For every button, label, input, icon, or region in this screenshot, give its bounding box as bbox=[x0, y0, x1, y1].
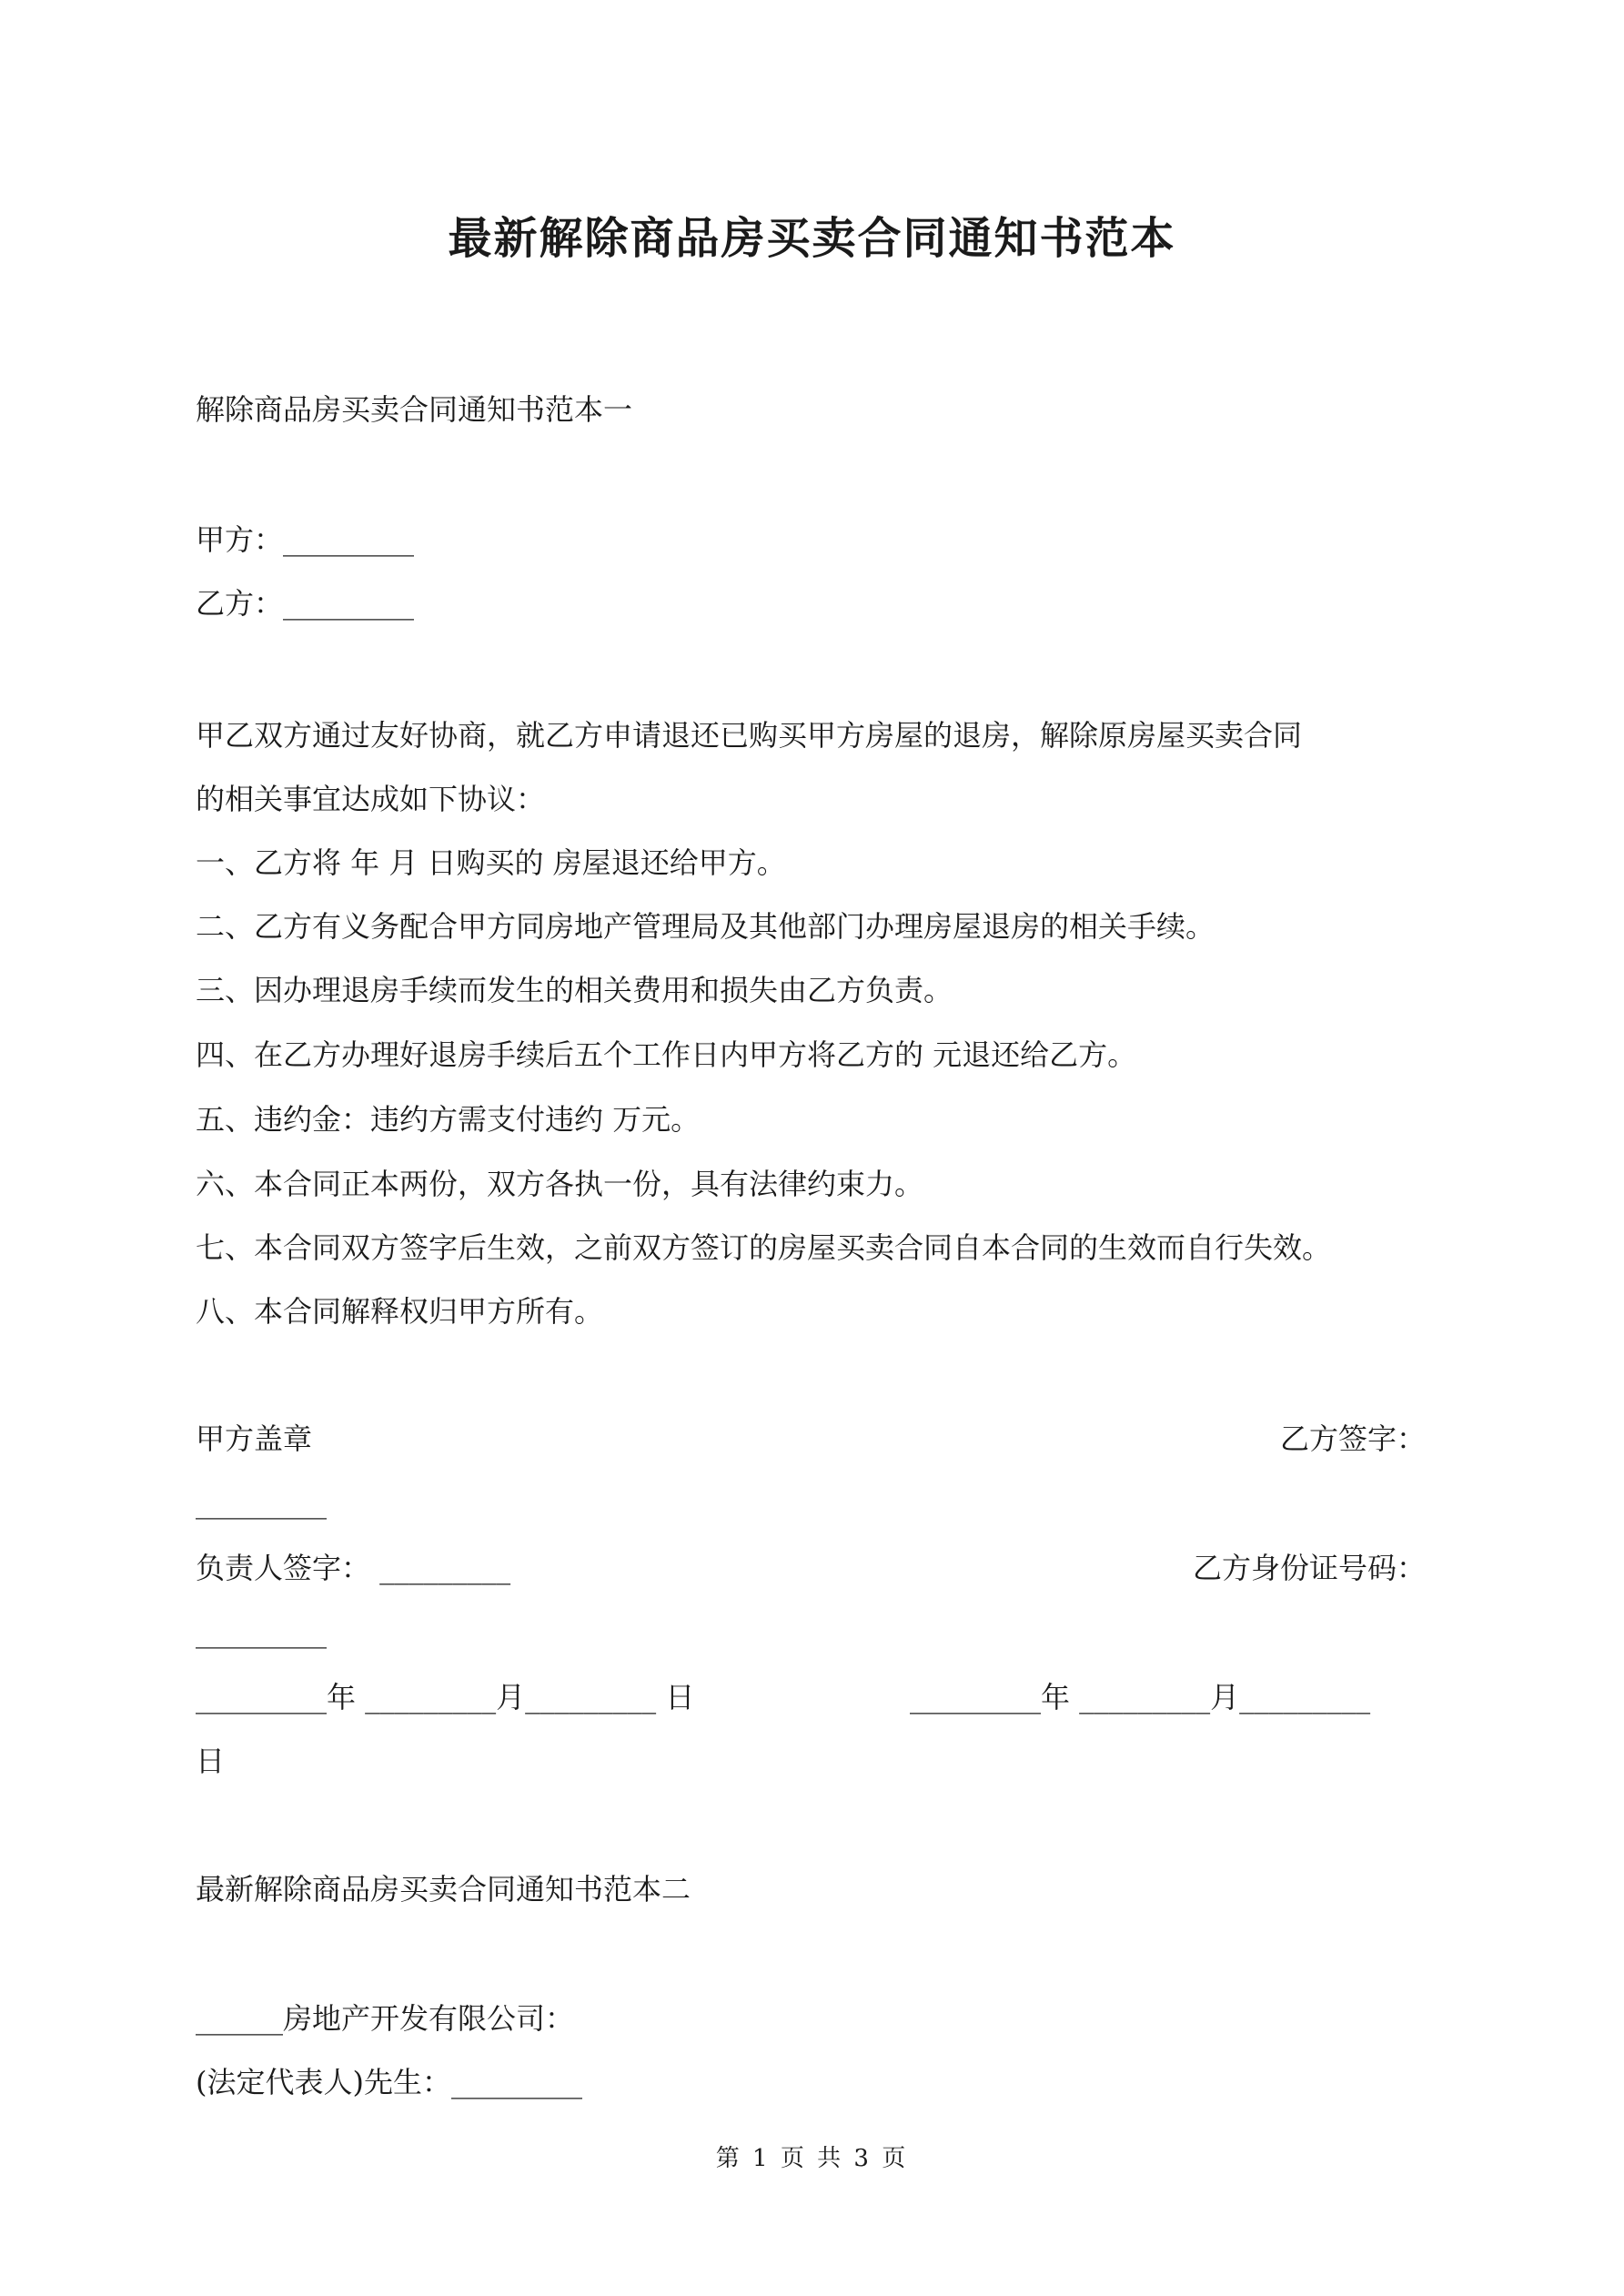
section2-heading: 最新解除商品房买卖合同通知书范本二 bbox=[196, 1872, 691, 1907]
clause-6: 六、本合同正本两份，双方各执一份，具有法律约束力。 bbox=[196, 1167, 924, 1201]
clause-3: 三、因办理退房手续而发生的相关费用和损失由乙方负责。 bbox=[196, 973, 953, 1007]
section1-heading: 解除商品房买卖合同通知书范本一 bbox=[196, 392, 633, 427]
date-party-a: _________年 _________月_________ 日 bbox=[196, 1680, 695, 1714]
date-day-tail: 日 bbox=[196, 1744, 226, 1778]
clause-8: 八、本合同解释权归甲方所有。 bbox=[196, 1294, 604, 1329]
clause-2: 二、乙方有义务配合甲方同房地产管理局及其他部门办理房屋退房的相关手续。 bbox=[196, 909, 1215, 944]
clause-5: 五、违约金：违约方需支付违约 万元。 bbox=[196, 1102, 701, 1137]
date-party-b: _________年 _________月_________ bbox=[910, 1680, 1371, 1714]
clause-7: 七、本合同双方签字后生效，之前双方签订的房屋买卖合同自本合同的生效而自行失效。 bbox=[196, 1230, 1332, 1265]
party-a-line: 甲方：_________ bbox=[196, 522, 415, 557]
document-title: 最新解除商品房买卖合同通知书范本 bbox=[448, 213, 1176, 264]
party-a-seal: 甲方盖章 bbox=[196, 1421, 313, 1456]
intro-line-2: 的相关事宜达成如下协议： bbox=[196, 782, 546, 816]
company-line: ______房地产开发有限公司： bbox=[196, 2001, 575, 2036]
party-b-signature: 乙方签字： bbox=[1279, 1421, 1426, 1456]
clause-1: 一、乙方将 年 月 日购买的 房屋退还给甲方。 bbox=[196, 845, 786, 880]
responsible-signature: 负责人签字： _________ bbox=[196, 1551, 511, 1585]
party-b-line: 乙方：_________ bbox=[196, 586, 415, 621]
signature-blank-1: _________ bbox=[196, 1485, 327, 1520]
intro-line-1: 甲乙双方通过友好协商，就乙方申请退还已购买甲方房屋的退房，解除原房屋买卖合同 bbox=[196, 718, 1303, 753]
page-footer: 第 1 页 共 3 页 bbox=[715, 2145, 909, 2172]
signature-blank-2: _________ bbox=[196, 1614, 327, 1649]
party-b-id-number: 乙方身份证号码： bbox=[1192, 1551, 1426, 1585]
representative-line: (法定代表人)先生：_________ bbox=[196, 2065, 582, 2099]
clause-4: 四、在乙方办理好退房手续后五个工作日内甲方将乙方的 元退还给乙方。 bbox=[196, 1037, 1137, 1072]
